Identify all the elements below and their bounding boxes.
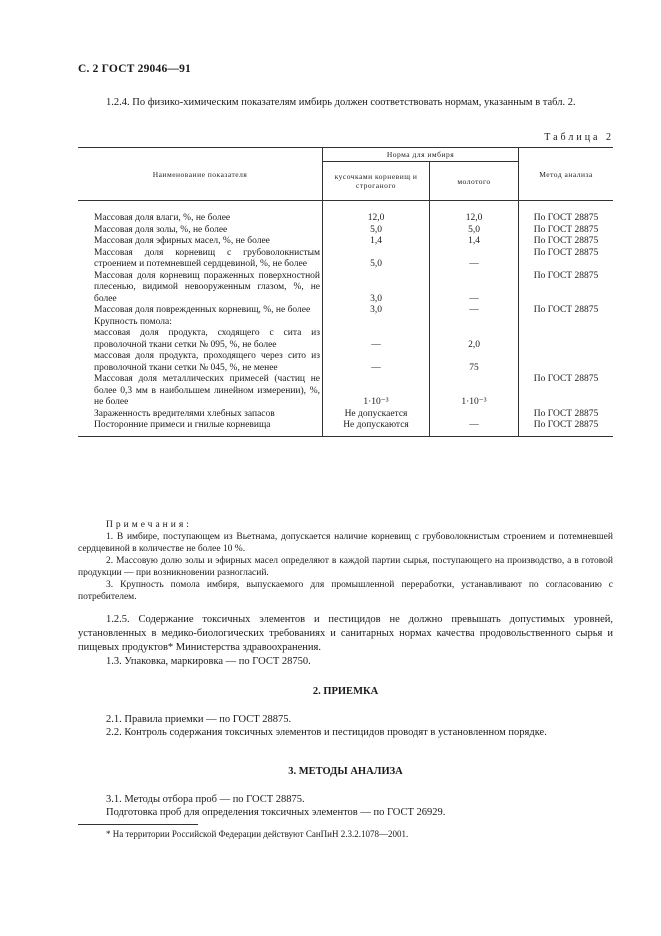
row-ground-cell: — — [430, 248, 519, 271]
table-body — [78, 201, 613, 437]
col-header-method: Метод анализа — [519, 148, 614, 201]
col-header-pieces: кусочками корневищ и строганого — [323, 162, 430, 201]
footnote: * На территории Российской Федерации действуют СанПиН 2.3.2.1078—2001. — [106, 829, 409, 839]
row-method-cell: По ГОСТ 28875 — [519, 420, 614, 436]
note-3: 3. Крупность помола имбиря, выпускаемого для промышленной переработки, устанавливают по согласованию с потребителем. — [78, 580, 613, 602]
row-method-cell: По ГОСТ 28875 — [519, 213, 614, 225]
table-caption: Таблица 2 — [544, 132, 614, 143]
row-method-cell: По ГОСТ 28875 — [519, 225, 614, 237]
row-method-cell: По ГОСТ 28875 — [519, 374, 614, 409]
note-2: 2. Массовую долю золы и эфирных масел определяют в каждой партии сырья, поступающего на производство, а в готовой продукции — при возникновении разногласий. — [78, 556, 613, 578]
row-pieces-cell: — — [323, 328, 430, 351]
table-row — [78, 305, 613, 317]
row-pieces-cell: 1·10⁻³ — [323, 374, 430, 409]
table-row — [78, 271, 613, 306]
row-name-cell: Крупность помола: — [94, 316, 172, 327]
table-row — [78, 236, 613, 248]
row-name-cell: Массовая доля золы, %, не более — [94, 224, 228, 235]
table-row — [78, 351, 613, 374]
page-header: С. 2 ГОСТ 29046—91 — [78, 63, 191, 75]
row-method-cell — [519, 317, 614, 329]
row-pieces-cell: Не допускается — [323, 409, 430, 421]
row-name-cell: Массовая доля корневищ с грубоволокнистым строением и потемневшей сердцевиной, %, не более — [94, 247, 320, 269]
row-name-cell: массовая доля продукта, проходящего через сито из проволочной ткани сетки № 045, %, не менее — [94, 351, 320, 373]
paragraph-1-2-4: 1.2.4. По физико-химическим показателям имбирь должен соответствовать нормам, указанным в табл. 2. — [106, 97, 576, 108]
table-row — [78, 317, 613, 329]
row-method-cell: По ГОСТ 28875 — [519, 271, 614, 306]
row-name-cell: Массовая доля поврежденных корневищ, %, не более — [94, 305, 311, 315]
note-1: 1. В имбире, поступающем из Вьетнама, допускается наличие корневищ с грубоволокнистым строением и потемневшей сердцевиной в количестве не более 10 %. — [78, 532, 613, 554]
row-pieces-cell: 12,0 — [323, 213, 430, 225]
paragraph-1-2-5: 1.2.5. Содержание токсичных элементов и пестицидов не должно превышать допустимых уровней, установленных в медико-биологических требованиях и санитарных нормах качества продовольственного сырья и пищевых продуктов* Министерства здравоохранения. — [78, 614, 613, 653]
row-ground-cell: 2,0 — [430, 328, 519, 351]
table-row — [78, 328, 613, 351]
row-method-cell: По ГОСТ 28875 — [519, 236, 614, 248]
row-pieces-cell: 1,4 — [323, 236, 430, 248]
row-ground-cell: 1,4 — [430, 236, 519, 248]
row-pieces-cell — [323, 317, 430, 329]
row-ground-cell: — — [430, 271, 519, 306]
table-row — [78, 248, 613, 271]
row-pieces-cell: 3,0 — [323, 271, 430, 306]
table-notes — [78, 519, 613, 603]
col-header-norm: Норма для имбиря — [323, 148, 519, 162]
section-2-heading: 2. ПРИЕМКА — [312, 686, 379, 697]
paragraph-2-1: 2.1. Правила приемки — по ГОСТ 28875. — [106, 714, 292, 725]
row-ground-cell: — — [430, 420, 519, 436]
table-row — [78, 409, 613, 421]
row-pieces-cell: 5,0 — [323, 225, 430, 237]
paragraph-2-2: 2.2. Контроль содержания токсичных элементов и пестицидов проводят в установленном порядке. — [106, 727, 547, 738]
row-ground-cell: 12,0 — [430, 213, 519, 225]
row-name-cell: Массовая доля металлических примесей (частиц не более 0,3 мм в наибольшем линейном измерении), %, не более — [94, 374, 320, 407]
table-row — [78, 213, 613, 225]
row-name-cell: Массовая доля эфирных масел, %, не более — [94, 236, 270, 246]
row-method-cell — [519, 328, 614, 351]
col-header-name: Наименование показателя — [78, 148, 323, 201]
row-name-cell: Посторонние примеси и гнилые корневища — [78, 420, 323, 436]
row-ground-cell — [430, 409, 519, 421]
paragraph-3-2: Подготовка проб для определения токсичных элементов — по ГОСТ 26929. — [106, 807, 446, 818]
row-name-cell: Массовая доля влаги, %, не более — [94, 213, 231, 223]
table-row — [78, 420, 613, 436]
row-ground-cell — [430, 317, 519, 329]
row-pieces-cell: 5,0 — [323, 248, 430, 271]
footnote-separator — [78, 824, 198, 825]
row-pieces-cell: 3,0 — [323, 305, 430, 317]
row-pieces-cell: Не допускаются — [323, 420, 430, 436]
row-ground-cell: — — [430, 305, 519, 317]
table-row — [78, 374, 613, 409]
row-name-cell: Зараженность вредителями хлебных запасов — [94, 408, 275, 419]
row-method-cell: По ГОСТ 28875 — [519, 248, 614, 271]
row-name-cell: массовая доля продукта, сходящего с сита из проволочной ткани сетки № 095, %, не более — [94, 328, 320, 350]
section-3-heading: 3. МЕТОДЫ АНАЛИЗА — [288, 766, 403, 777]
paragraph-3-1: 3.1. Методы отбора проб — по ГОСТ 28875. — [106, 794, 305, 805]
table-row — [78, 225, 613, 237]
table-spacer-row — [78, 201, 613, 214]
row-method-cell — [519, 351, 614, 374]
row-ground-cell: 5,0 — [430, 225, 519, 237]
row-ground-cell: 75 — [430, 351, 519, 374]
row-method-cell: По ГОСТ 28875 — [519, 409, 614, 421]
notes-title: Примечания: — [106, 520, 192, 530]
col-header-ground: молотого — [430, 162, 519, 201]
row-method-cell: По ГОСТ 28875 — [519, 305, 614, 317]
row-name-cell: Массовая доля корневищ пораженных поверхностной плесенью, видимой невооруженным глазом, %, не более — [94, 270, 320, 304]
row-ground-cell: 1·10⁻³ — [430, 374, 519, 409]
paragraph-1-3: 1.3. Упаковка, маркировка — по ГОСТ 28750. — [106, 656, 311, 667]
table-2 — [78, 147, 613, 437]
row-pieces-cell: — — [323, 351, 430, 374]
